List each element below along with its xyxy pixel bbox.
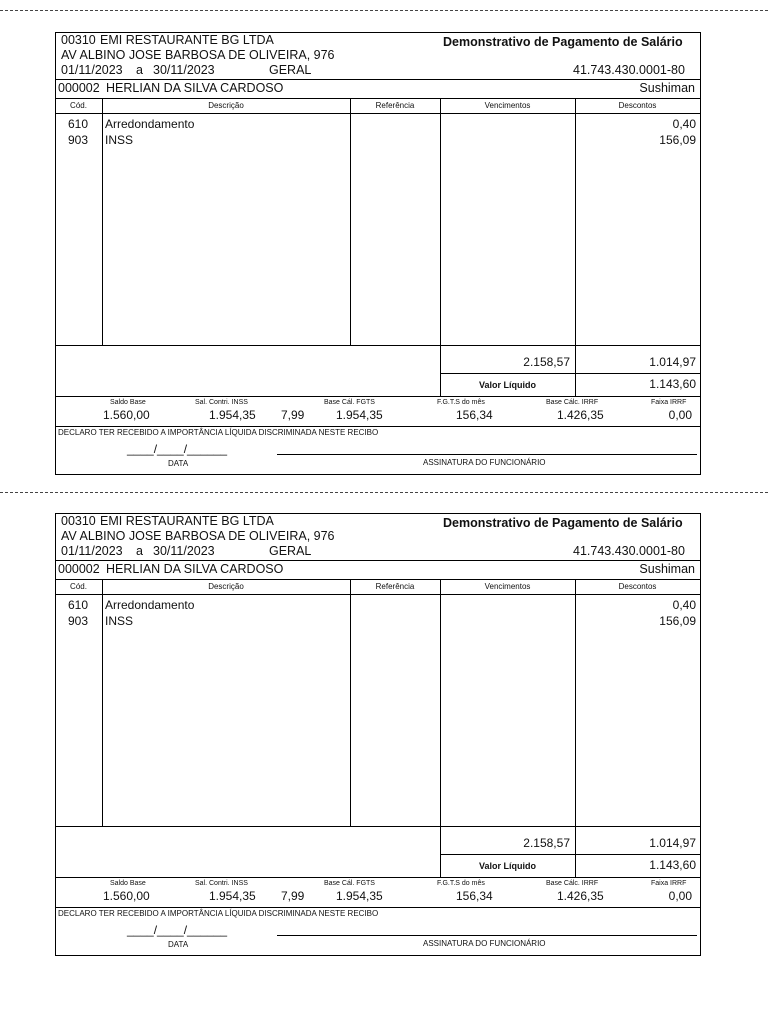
columns-header-divider xyxy=(55,594,700,595)
period-separator: a xyxy=(136,63,143,77)
net-value: 1.143,60 xyxy=(649,377,696,391)
header-divider xyxy=(55,79,700,80)
net-value-label: Valor Líquido xyxy=(479,861,537,871)
columns-header-divider xyxy=(55,113,700,114)
document-title: Demonstrativo de Pagamento de Salário xyxy=(443,35,683,49)
base-fgts-value: 1.954,35 xyxy=(336,408,383,422)
sal-contri-inss-label: Sal. Contri. INSS xyxy=(195,399,248,406)
base-irrf-value: 1.426,35 xyxy=(557,889,604,903)
col-reference-header: Referência xyxy=(375,101,415,110)
net-value: 1.143,60 xyxy=(649,858,696,872)
employee-divider xyxy=(55,98,700,99)
table-row xyxy=(55,133,700,149)
items-bottom-divider xyxy=(55,826,700,827)
signature-line xyxy=(277,935,697,936)
inss-rate-value: 7,99 xyxy=(281,408,305,422)
col-earnings-header: Vencimentos xyxy=(484,582,531,591)
cut-line-top xyxy=(0,10,768,11)
base-irrf-label: Base Cálc. IRRF xyxy=(546,399,599,406)
base-irrf-label: Base Cálc. IRRF xyxy=(546,880,599,887)
period-start: 01/11/2023 xyxy=(61,63,123,77)
employee-name: HERLIAN DA SILVA CARDOSO xyxy=(106,81,284,95)
signature-line xyxy=(277,454,697,455)
item-code: 610 xyxy=(68,598,89,612)
col-description-header: Descrição xyxy=(208,582,244,591)
header-divider xyxy=(55,560,700,561)
period-end: 30/11/2023 xyxy=(153,544,215,558)
base-fgts-value: 1.954,35 xyxy=(336,889,383,903)
item-deduction: 156,09 xyxy=(659,614,696,628)
fgts-mes-value: 156,34 xyxy=(456,408,493,422)
bases-divider xyxy=(55,907,700,908)
faixa-irrf-value: 0,00 xyxy=(668,889,692,903)
document-title: Demonstrativo de Pagamento de Salário xyxy=(443,516,683,530)
net-divider xyxy=(55,877,700,878)
item-deduction: 0,40 xyxy=(672,598,696,612)
signature-label: ASSINATURA DO FUNCIONÁRIO xyxy=(423,458,546,467)
fgts-mes-value: 156,34 xyxy=(456,889,493,903)
total-earnings: 2.158,57 xyxy=(523,836,570,850)
item-description: Arredondamento xyxy=(105,117,195,131)
item-deduction: 156,09 xyxy=(659,133,696,147)
payslip-second-copy xyxy=(55,513,701,961)
total-deductions: 1.014,97 xyxy=(649,355,696,369)
declaration-text: DECLARO TER RECEBIDO A IMPORTÂNCIA LÍQUIDA DISCRIMINADA NESTE RECIBO xyxy=(58,428,379,437)
declaration-text: DECLARO TER RECEBIDO A IMPORTÂNCIA LÍQUIDA DISCRIMINADA NESTE RECIBO xyxy=(58,909,379,918)
inss-rate-value: 7,99 xyxy=(281,889,305,903)
payroll-type: GERAL xyxy=(269,544,312,558)
col-code-header: Cód. xyxy=(70,582,87,591)
job-title: Sushiman xyxy=(639,81,695,95)
totals-divider xyxy=(440,854,700,855)
company-code: 00310 xyxy=(61,33,96,47)
bases-divider xyxy=(55,426,700,427)
item-code: 610 xyxy=(68,117,89,131)
period-start: 01/11/2023 xyxy=(61,544,123,558)
items-bottom-divider xyxy=(55,345,700,346)
sal-contri-inss-value: 1.954,35 xyxy=(209,889,256,903)
company-cnpj: 41.743.430.0001-80 xyxy=(573,63,685,77)
faixa-irrf-value: 0,00 xyxy=(668,408,692,422)
col-deductions-header: Descontos xyxy=(618,582,657,591)
company-code: 00310 xyxy=(61,514,96,528)
job-title: Sushiman xyxy=(639,562,695,576)
item-description: INSS xyxy=(105,133,134,147)
col-deductions-header: Descontos xyxy=(618,101,657,110)
faixa-irrf-label: Faixa IRRF xyxy=(651,399,687,406)
employee-code: 000002 xyxy=(58,81,100,95)
item-description: Arredondamento xyxy=(105,598,195,612)
payroll-type: GERAL xyxy=(269,63,312,77)
col-reference-header: Referência xyxy=(375,582,415,591)
company-address: AV ALBINO JOSE BARBOSA DE OLIVEIRA, 976 xyxy=(61,48,335,62)
item-deduction: 0,40 xyxy=(672,117,696,131)
table-row xyxy=(55,614,700,630)
employee-name: HERLIAN DA SILVA CARDOSO xyxy=(106,562,284,576)
table-row xyxy=(55,117,700,133)
faixa-irrf-label: Faixa IRRF xyxy=(651,880,687,887)
net-divider xyxy=(55,396,700,397)
company-address: AV ALBINO JOSE BARBOSA DE OLIVEIRA, 976 xyxy=(61,529,335,543)
base-irrf-value: 1.426,35 xyxy=(557,408,604,422)
total-deductions: 1.014,97 xyxy=(649,836,696,850)
employee-divider xyxy=(55,579,700,580)
table-row xyxy=(55,598,700,614)
date-blank: ____/____/______ xyxy=(127,923,228,937)
totals-divider xyxy=(440,373,700,374)
company-cnpj: 41.743.430.0001-80 xyxy=(573,544,685,558)
date-blank: ____/____/______ xyxy=(127,442,228,456)
base-fgts-label: Base Cál. FGTS xyxy=(324,880,375,887)
cut-line-middle xyxy=(0,492,768,493)
saldo-base-value: 1.560,00 xyxy=(103,889,150,903)
date-label: DATA xyxy=(168,459,189,468)
fgts-mes-label: F.G.T.S do mês xyxy=(437,880,485,887)
fgts-mes-label: F.G.T.S do mês xyxy=(437,399,485,406)
period-end: 30/11/2023 xyxy=(153,63,215,77)
sal-contri-inss-value: 1.954,35 xyxy=(209,408,256,422)
item-code: 903 xyxy=(68,614,89,628)
total-earnings: 2.158,57 xyxy=(523,355,570,369)
col-description-header: Descrição xyxy=(208,101,244,110)
col-earnings-header: Vencimentos xyxy=(484,101,531,110)
company-name: EMI RESTAURANTE BG LTDA xyxy=(100,514,274,528)
company-name: EMI RESTAURANTE BG LTDA xyxy=(100,33,274,47)
employee-code: 000002 xyxy=(58,562,100,576)
saldo-base-value: 1.560,00 xyxy=(103,408,150,422)
base-fgts-label: Base Cál. FGTS xyxy=(324,399,375,406)
item-code: 903 xyxy=(68,133,89,147)
saldo-base-label: Saldo Base xyxy=(110,880,146,887)
item-description: INSS xyxy=(105,614,134,628)
date-label: DATA xyxy=(168,940,189,949)
period-separator: a xyxy=(136,544,143,558)
col-code-header: Cód. xyxy=(70,101,87,110)
net-value-label: Valor Líquido xyxy=(479,380,537,390)
signature-label: ASSINATURA DO FUNCIONÁRIO xyxy=(423,939,546,948)
saldo-base-label: Saldo Base xyxy=(110,399,146,406)
sal-contri-inss-label: Sal. Contri. INSS xyxy=(195,880,248,887)
payslip-first-copy xyxy=(55,32,701,480)
